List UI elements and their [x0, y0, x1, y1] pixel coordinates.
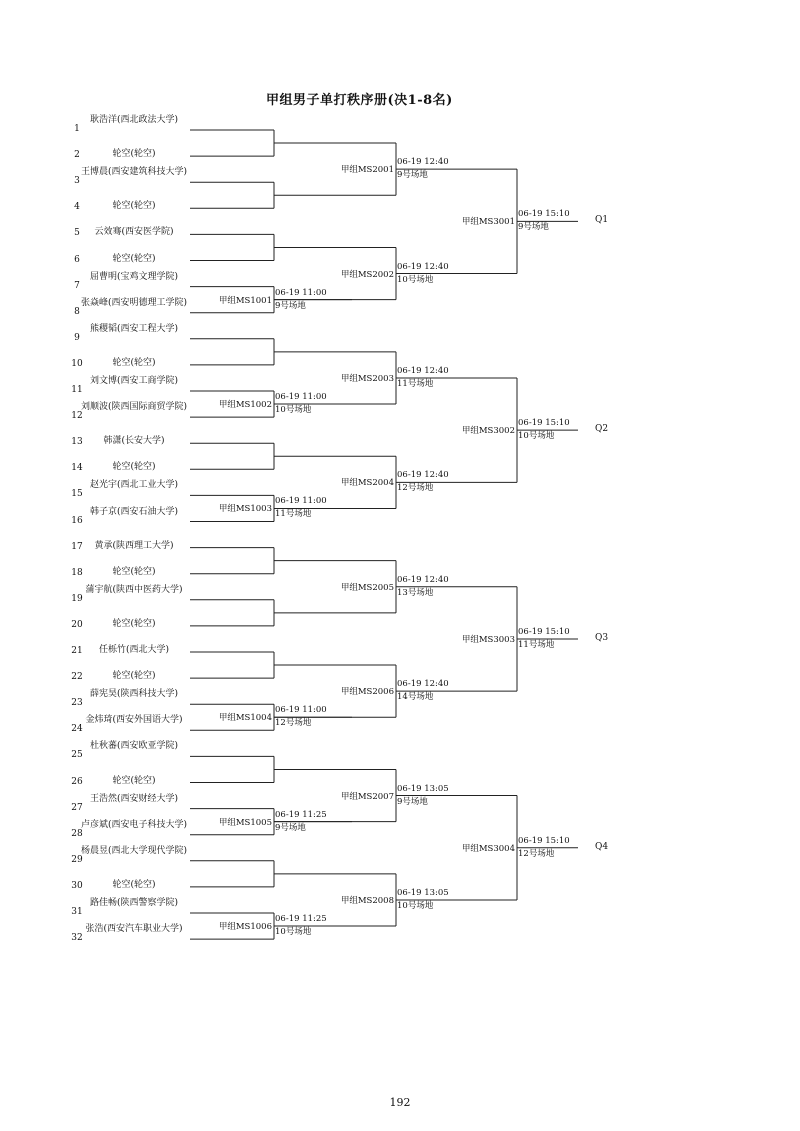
- player-name: 张浩(西安汽车职业大学): [85, 924, 183, 935]
- match-code: 甲组MS1002: [218, 400, 272, 411]
- match-venue: 10号场地: [397, 274, 434, 285]
- match-venue: 11号场地: [518, 639, 555, 650]
- player-name: 轮空(轮空): [112, 879, 156, 890]
- seed-number: 2: [74, 150, 80, 161]
- seed-number: 24: [71, 724, 83, 735]
- seed-number: 22: [71, 672, 83, 683]
- player-name: 刘顺波(陕西国际商贸学院): [80, 402, 188, 413]
- player-name: 轮空(轮空): [112, 462, 156, 473]
- seed-number: 30: [71, 880, 83, 891]
- seed-number: 25: [71, 750, 83, 761]
- match-code: 甲组MS3003: [461, 634, 515, 645]
- seed-number: 11: [71, 385, 83, 395]
- player-name: 金炜琦(西安外国语大学): [85, 715, 183, 726]
- match-code: 甲组MS2003: [340, 373, 394, 384]
- player-name: 蒲宇航(陕西中医药大学): [85, 584, 183, 595]
- player-name: 薛宪昊(陕西科技大学): [89, 689, 179, 700]
- seed-number: 32: [71, 933, 83, 944]
- match-code: 甲组MS2008: [340, 895, 394, 906]
- seed-number: 13: [71, 437, 83, 448]
- match-code: 甲组MS1004: [218, 713, 272, 724]
- player-name: 刘文博(西安工商学院): [89, 376, 179, 386]
- qualifier-label: Q4: [595, 841, 609, 852]
- match-code: 甲组MS1003: [218, 504, 272, 515]
- seed-number: 4: [74, 202, 80, 213]
- match-time: 06-19 12:40: [397, 157, 449, 168]
- match-time: 06-19 11:25: [275, 809, 327, 820]
- match-venue: 10号场地: [275, 405, 312, 416]
- qualifier-label: Q1: [595, 215, 609, 226]
- match-time: 06-19 15:10: [518, 626, 570, 637]
- player-name: 赵光宇(西北工业大学): [89, 480, 179, 491]
- match-code: 甲组MS2002: [340, 269, 394, 280]
- match-time: 06-19 13:05: [397, 887, 449, 898]
- seed-number: 26: [71, 776, 83, 787]
- seed-number: 10: [71, 358, 83, 369]
- match-venue: 10号场地: [518, 431, 555, 442]
- page-title: 甲组男子单打秩序册(决1-8名): [266, 93, 453, 108]
- player-name: 云效骞(西安医学院): [94, 227, 174, 238]
- match-time: 06-19 13:05: [397, 783, 449, 794]
- match-venue: 11号场地: [275, 509, 312, 520]
- seed-number: 3: [74, 176, 80, 187]
- match-time: 06-19 11:25: [275, 914, 327, 925]
- player-name: 轮空(轮空): [112, 357, 156, 368]
- seed-number: 14: [71, 463, 83, 474]
- match-time: 06-19 12:40: [397, 679, 449, 690]
- match-venue: 9号场地: [518, 222, 549, 233]
- player-name: 轮空(轮空): [112, 618, 156, 629]
- player-name: 王博晨(西安建筑科技大学): [80, 167, 188, 178]
- player-name: 轮空(轮空): [112, 149, 156, 160]
- seed-number: 27: [71, 802, 83, 813]
- match-venue: 14号场地: [397, 692, 434, 703]
- match-venue: 9号场地: [397, 170, 428, 181]
- match-time: 06-19 15:10: [518, 209, 570, 220]
- player-name: 轮空(轮空): [112, 201, 156, 212]
- seed-number: 16: [71, 515, 83, 526]
- match-code: 甲组MS2001: [340, 165, 394, 176]
- player-name: 屈曹明(宝鸡文理学院): [89, 271, 179, 282]
- match-time: 06-19 15:10: [518, 418, 570, 429]
- match-time: 06-19 12:40: [397, 470, 449, 481]
- seed-number: 17: [71, 541, 83, 552]
- seed-number: 6: [74, 254, 80, 265]
- seed-number: 15: [71, 489, 83, 500]
- match-venue: 11号场地: [397, 378, 434, 389]
- match-code: 甲组MS2004: [340, 478, 394, 489]
- player-name: 路佳畅(陕西警察学院): [89, 898, 179, 908]
- match-venue: 9号场地: [275, 822, 306, 833]
- match-venue: 9号场地: [275, 300, 306, 311]
- seed-number: 12: [71, 411, 83, 422]
- match-code: 甲组MS1006: [218, 922, 272, 933]
- match-time: 06-19 11:00: [275, 287, 327, 298]
- match-code: 甲组MS1005: [218, 817, 272, 828]
- match-venue: 12号场地: [518, 848, 555, 859]
- qualifier-label: Q2: [595, 424, 609, 435]
- player-name: 韩子京(西安石油大学): [89, 506, 179, 517]
- match-venue: 12号场地: [397, 483, 434, 494]
- match-code: 甲组MS1001: [218, 295, 272, 306]
- seed-number: 28: [71, 828, 83, 839]
- player-name: 张焱峰(西安明德理工学院): [80, 297, 188, 308]
- match-venue: 10号场地: [397, 900, 434, 911]
- match-time: 06-19 11:00: [275, 705, 327, 716]
- player-name: 轮空(轮空): [112, 253, 156, 264]
- player-name: 黄承(陕西理工大学): [94, 540, 174, 551]
- player-name: 轮空(轮空): [112, 775, 156, 786]
- player-name: 卢彦斌(西安电子科技大学): [80, 819, 188, 830]
- match-time: 06-19 12:40: [397, 574, 449, 585]
- player-name: 王浩然(西安财经大学): [89, 793, 179, 804]
- match-venue: 10号场地: [275, 927, 312, 938]
- match-venue: 9号场地: [397, 796, 428, 807]
- seed-number: 29: [71, 854, 83, 865]
- player-name: 耿浩洋(西北政法大学): [89, 115, 179, 125]
- player-name: 韩潇(长安大学): [103, 436, 165, 447]
- match-code: 甲组MS3001: [461, 217, 515, 228]
- match-time: 06-19 11:00: [275, 392, 327, 403]
- seed-number: 7: [74, 280, 80, 291]
- seed-number: 31: [71, 907, 83, 917]
- seed-number: 18: [71, 567, 83, 578]
- seed-number: 21: [71, 646, 83, 656]
- player-name: 熊稷韬(西安工程大学): [89, 323, 179, 334]
- match-code: 甲组MS2007: [340, 791, 394, 802]
- seed-number: 19: [71, 593, 83, 604]
- match-time: 06-19 12:40: [397, 365, 449, 376]
- match-code: 甲组MS2005: [340, 582, 394, 593]
- player-name: 杨晨昱(西北大学现代学院): [80, 845, 188, 856]
- match-venue: 13号场地: [397, 587, 434, 598]
- match-code: 甲组MS2006: [340, 687, 394, 698]
- player-name: 杜秋蕃(西安欧亚学院): [89, 741, 179, 752]
- player-name: 轮空(轮空): [112, 671, 156, 682]
- match-code: 甲组MS3002: [461, 426, 515, 437]
- seed-number: 9: [74, 332, 80, 343]
- qualifier-label: Q3: [595, 632, 609, 643]
- match-time: 06-19 12:40: [397, 261, 449, 272]
- match-venue: 12号场地: [275, 718, 312, 729]
- seed-number: 20: [71, 619, 83, 630]
- seed-number: 1: [74, 124, 80, 134]
- player-name: 任栎竹(西北大学): [98, 645, 170, 655]
- seed-number: 8: [74, 306, 80, 317]
- match-code: 甲组MS3004: [461, 843, 515, 854]
- seed-number: 23: [71, 698, 83, 709]
- seed-number: 5: [74, 228, 80, 239]
- player-name: 轮空(轮空): [112, 566, 156, 577]
- match-time: 06-19 11:00: [275, 496, 327, 507]
- match-time: 06-19 15:10: [518, 835, 570, 846]
- page-number: 192: [389, 1096, 411, 1109]
